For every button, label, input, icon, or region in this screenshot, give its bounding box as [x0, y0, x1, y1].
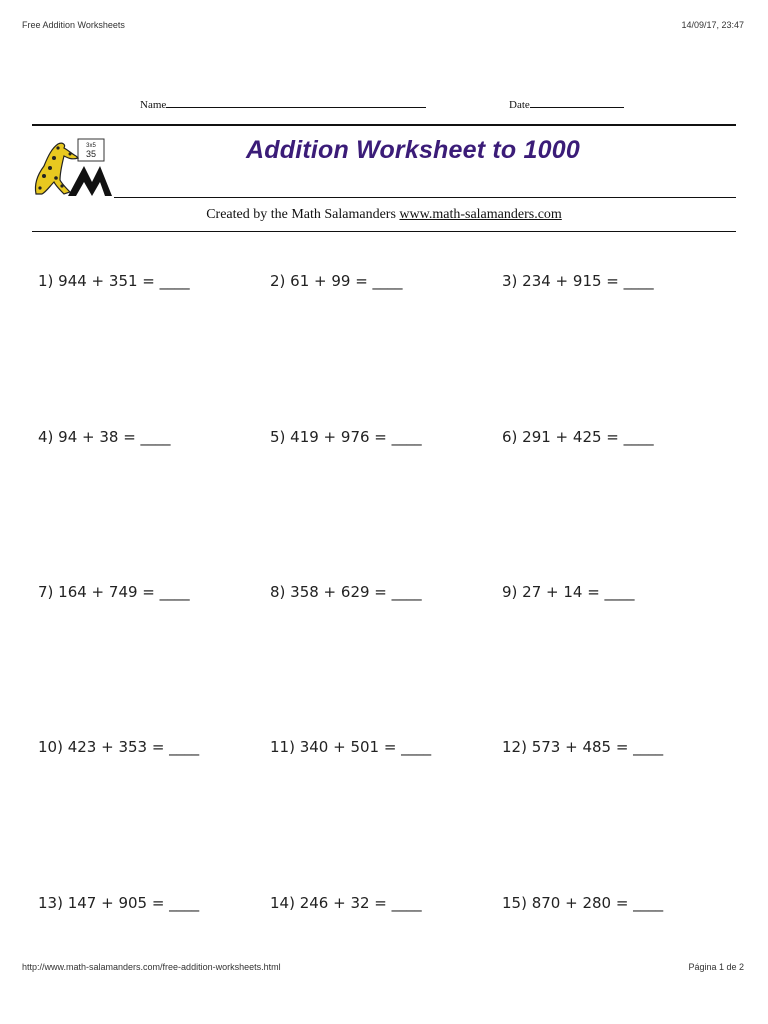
problem-7: 7) 164 + 749 = ____ — [38, 583, 190, 601]
problem-6: 6) 291 + 425 = ____ — [502, 428, 654, 446]
problem-8: 8) 358 + 629 = ____ — [270, 583, 422, 601]
print-footer-url: http://www.math-salamanders.com/free-addition-worksheets.html — [22, 962, 281, 972]
print-header — [22, 20, 744, 30]
print-header-timestamp: 14/09/17, 23:47 — [681, 20, 744, 30]
credit-link[interactable]: www.math-salamanders.com — [399, 207, 562, 222]
problem-13: 13) 147 + 905 = ____ — [38, 894, 200, 912]
problem-15: 15) 870 + 280 = ____ — [502, 894, 664, 912]
name-label: Name — [140, 99, 167, 111]
problem-11: 11) 340 + 501 = ____ — [270, 738, 432, 756]
print-footer — [22, 962, 744, 972]
print-footer-page: Página 1 de 2 — [688, 962, 744, 972]
problem-4: 4) 94 + 38 = ____ — [38, 428, 171, 446]
svg-text:35: 35 — [85, 149, 97, 159]
problem-10: 10) 423 + 353 = ____ — [38, 738, 200, 756]
problem-12: 12) 573 + 485 = ____ — [502, 738, 664, 756]
header-rule-bottom — [32, 231, 736, 232]
svg-text:3x5: 3x5 — [86, 143, 96, 149]
credit-line — [0, 207, 768, 223]
credit-text: Created by the Math Salamanders — [206, 207, 400, 222]
print-header-title: Free Addition Worksheets — [22, 20, 125, 30]
problem-5: 5) 419 + 976 = ____ — [270, 428, 422, 446]
problem-9: 9) 27 + 14 = ____ — [502, 583, 635, 601]
problem-2: 2) 61 + 99 = ____ — [270, 272, 403, 290]
header-rule-middle — [114, 197, 736, 198]
problem-14: 14) 246 + 32 = ____ — [270, 894, 422, 912]
problem-3: 3) 234 + 915 = ____ — [502, 272, 654, 290]
salamander-logo-icon — [32, 136, 112, 198]
worksheet-title: Addition Worksheet to 1000 — [246, 136, 580, 164]
date-label: Date — [509, 99, 530, 111]
name-field[interactable] — [140, 98, 426, 111]
date-field[interactable] — [509, 98, 624, 111]
header-rule-top — [32, 124, 736, 126]
problem-1: 1) 944 + 351 = ____ — [38, 272, 190, 290]
